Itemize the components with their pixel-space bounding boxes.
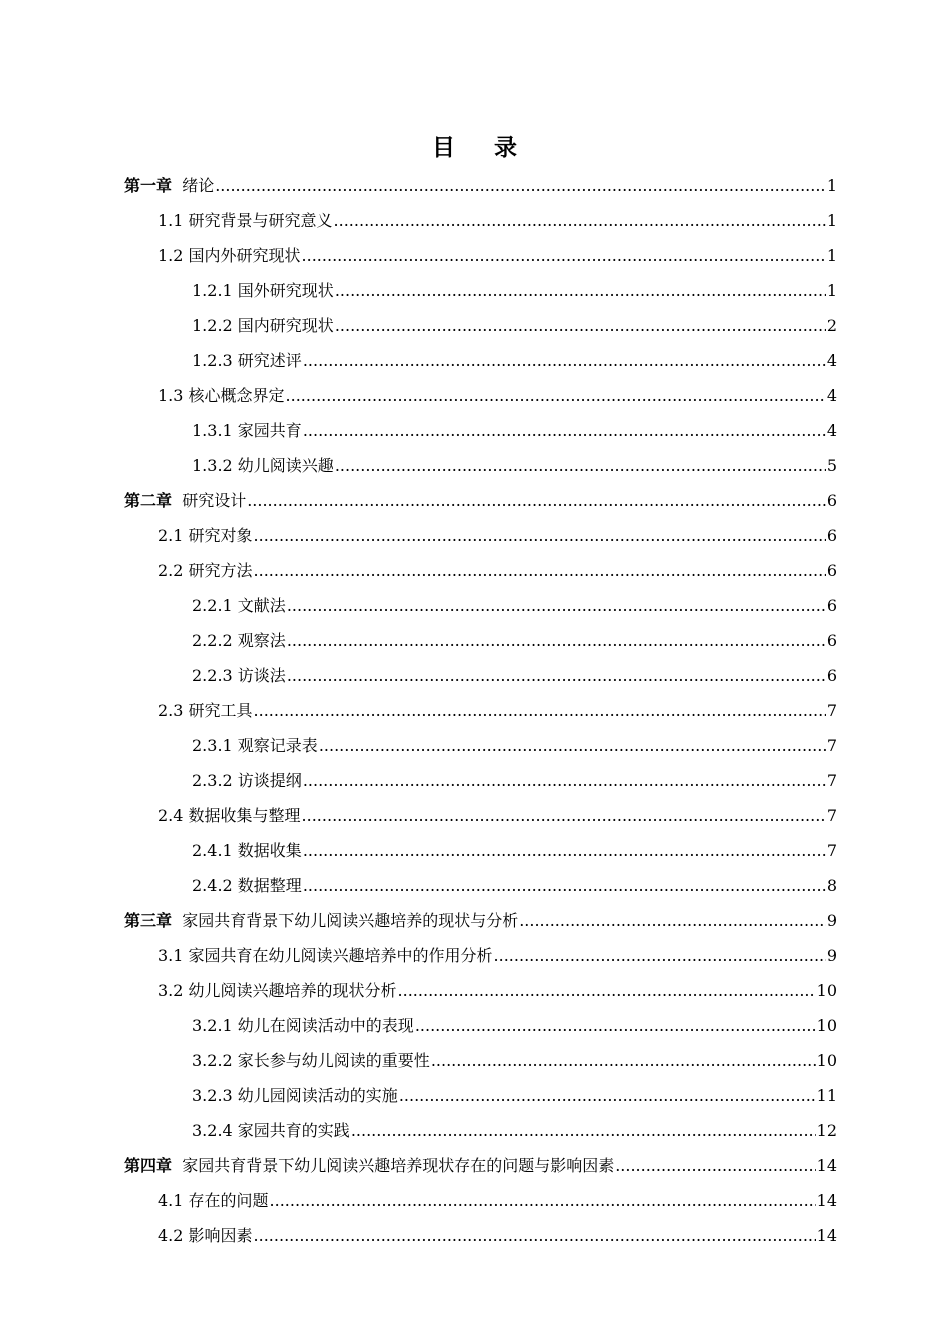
toc-page-number: 7 — [826, 841, 837, 860]
toc-page-number: 5 — [826, 456, 837, 475]
toc-dot-leader — [302, 798, 826, 833]
toc-dot-leader — [335, 308, 826, 343]
toc-entry-label — [192, 1008, 414, 1043]
toc-page-number: 10 — [816, 981, 837, 1000]
toc-entry-label — [158, 203, 333, 238]
toc-dot-leader — [399, 1078, 816, 1113]
toc-subsection-entry[interactable] — [124, 343, 837, 378]
toc-page-number: 7 — [826, 771, 837, 790]
toc-subsection-entry[interactable] — [124, 728, 837, 763]
toc-entry-text: 4.2 影响因素 — [158, 1226, 253, 1245]
toc-entry-label — [124, 483, 246, 518]
toc-dot-leader — [334, 203, 826, 238]
toc-dot-leader — [303, 868, 826, 903]
toc-entry-text: 1.3.1 家园共育 — [192, 421, 302, 440]
toc-dot-leader — [286, 378, 826, 413]
toc-page-number: 7 — [826, 701, 837, 720]
toc-dot-leader — [615, 1148, 815, 1183]
toc-entry-label — [192, 588, 286, 623]
toc-dot-leader — [303, 343, 826, 378]
toc-section-entry[interactable] — [124, 693, 837, 728]
toc-subsection-entry[interactable] — [124, 588, 837, 623]
toc-entry-label — [192, 728, 318, 763]
toc-subsection-entry[interactable] — [124, 763, 837, 798]
toc-chapter-number: 第一章 — [124, 176, 173, 195]
toc-entry-label — [158, 938, 493, 973]
toc-page-number: 12 — [816, 1121, 837, 1140]
toc-subsection-entry[interactable] — [124, 833, 837, 868]
toc-entry-label — [192, 623, 286, 658]
toc-entry-text: 4.1 存在的问题 — [158, 1191, 269, 1210]
toc-entry-text: 2.3.1 观察记录表 — [192, 736, 318, 755]
toc-entry-label — [158, 973, 397, 1008]
toc-dot-leader — [431, 1043, 816, 1078]
toc-entry-text: 家园共育背景下幼儿阅读兴趣培养的现状与分析 — [182, 911, 519, 930]
toc-section-entry[interactable] — [124, 238, 837, 273]
toc-entry-text: 2.3.2 访谈提纲 — [192, 771, 302, 790]
toc-entry-label — [158, 693, 253, 728]
toc-entry-text: 3.2.2 家长参与幼儿阅读的重要性 — [192, 1051, 430, 1070]
toc-page-number: 4 — [826, 421, 837, 440]
toc-entry-text: 2.2.3 访谈法 — [192, 666, 286, 685]
table-of-contents — [124, 168, 837, 1253]
toc-page-number: 11 — [816, 1086, 837, 1105]
toc-page-number: 10 — [816, 1051, 837, 1070]
toc-dot-leader — [287, 658, 826, 693]
toc-title-left: 目 — [432, 135, 456, 161]
toc-entry-text: 3.1 家园共育在幼儿阅读兴趣培养中的作用分析 — [158, 946, 493, 965]
toc-dot-leader — [287, 623, 826, 658]
toc-subsection-entry[interactable] — [124, 1008, 837, 1043]
toc-dot-leader — [319, 728, 826, 763]
toc-entry-text: 1.2.3 研究述评 — [192, 351, 302, 370]
toc-page-number: 4 — [826, 386, 837, 405]
toc-chapter-number: 第四章 — [124, 1156, 173, 1175]
toc-dot-leader — [254, 1218, 816, 1253]
toc-page-number: 6 — [826, 561, 837, 580]
toc-dot-leader — [335, 273, 826, 308]
toc-chapter-number: 第三章 — [124, 911, 173, 930]
toc-entry-label — [192, 658, 286, 693]
toc-section-entry[interactable] — [124, 1218, 837, 1253]
toc-section-entry[interactable] — [124, 378, 837, 413]
toc-dot-leader — [398, 973, 816, 1008]
toc-entry-text: 3.2.1 幼儿在阅读活动中的表现 — [192, 1016, 414, 1035]
toc-dot-leader — [287, 588, 826, 623]
toc-chapter-entry[interactable] — [124, 168, 837, 203]
toc-entry-label — [158, 1218, 253, 1253]
toc-chapter-entry[interactable] — [124, 903, 837, 938]
toc-dot-leader — [254, 693, 826, 728]
toc-section-entry[interactable] — [124, 1183, 837, 1218]
toc-entry-text: 1.3.2 幼儿阅读兴趣 — [192, 456, 334, 475]
toc-entry-text: 2.2.1 文献法 — [192, 596, 286, 615]
toc-page-number: 9 — [826, 911, 837, 930]
toc-page-number: 1 — [826, 246, 837, 265]
toc-entry-label — [158, 1183, 269, 1218]
toc-dot-leader — [270, 1183, 816, 1218]
toc-entry-label — [158, 518, 253, 553]
toc-entry-text: 3.2.4 家园共育的实践 — [192, 1121, 350, 1140]
toc-section-entry[interactable] — [124, 973, 837, 1008]
toc-entry-text: 2.2.2 观察法 — [192, 631, 286, 650]
toc-subsection-entry[interactable] — [124, 413, 837, 448]
toc-entry-label — [158, 378, 285, 413]
toc-section-entry[interactable] — [124, 203, 837, 238]
toc-subsection-entry[interactable] — [124, 1078, 837, 1113]
toc-entry-label — [192, 273, 334, 308]
toc-subsection-entry[interactable] — [124, 308, 837, 343]
toc-dot-leader — [335, 448, 826, 483]
toc-title-right: 录 — [494, 135, 518, 161]
toc-section-entry[interactable] — [124, 553, 837, 588]
toc-entry-label — [192, 448, 334, 483]
toc-entry-text: 3.2.3 幼儿园阅读活动的实施 — [192, 1086, 398, 1105]
toc-entry-label — [192, 833, 302, 868]
toc-chapter-number: 第二章 — [124, 491, 173, 510]
toc-dot-leader — [519, 903, 826, 938]
toc-dot-leader — [254, 553, 826, 588]
toc-page-number: 6 — [826, 526, 837, 545]
toc-entry-text: 1.1 研究背景与研究意义 — [158, 211, 333, 230]
toc-chapter-entry[interactable] — [124, 1148, 837, 1183]
toc-subsection-entry[interactable] — [124, 273, 837, 308]
toc-entry-label — [192, 413, 302, 448]
toc-entry-text: 家园共育背景下幼儿阅读兴趣培养现状存在的问题与影响因素 — [182, 1156, 615, 1175]
toc-subsection-entry[interactable] — [124, 868, 837, 903]
toc-entry-text: 2.3 研究工具 — [158, 701, 253, 720]
toc-entry-label — [124, 903, 518, 938]
toc-entry-text: 2.4.1 数据收集 — [192, 841, 302, 860]
toc-entry-text: 绪论 — [182, 176, 215, 195]
toc-entry-label — [192, 1078, 398, 1113]
toc-page-number: 1 — [826, 281, 837, 300]
toc-subsection-entry[interactable] — [124, 658, 837, 693]
toc-page-number: 6 — [826, 631, 837, 650]
toc-page-number: 2 — [826, 316, 837, 335]
toc-page-number: 14 — [816, 1226, 837, 1245]
toc-entry-text: 1.2 国内外研究现状 — [158, 246, 301, 265]
toc-page-number: 9 — [826, 946, 837, 965]
toc-dot-leader — [215, 168, 826, 203]
toc-page-number: 7 — [826, 736, 837, 755]
toc-page-number: 6 — [826, 666, 837, 685]
toc-entry-text: 2.1 研究对象 — [158, 526, 253, 545]
toc-section-entry[interactable] — [124, 938, 837, 973]
toc-entry-text: 2.2 研究方法 — [158, 561, 253, 580]
toc-subsection-entry[interactable] — [124, 1113, 837, 1148]
toc-entry-label — [158, 798, 301, 833]
toc-page-number: 1 — [826, 176, 837, 195]
toc-subsection-entry[interactable] — [124, 448, 837, 483]
toc-entry-label — [192, 763, 302, 798]
toc-page-number: 14 — [816, 1156, 837, 1175]
toc-dot-leader — [351, 1113, 816, 1148]
toc-page-number: 1 — [826, 211, 837, 230]
toc-entry-text: 2.4 数据收集与整理 — [158, 806, 301, 825]
toc-page-number: 6 — [826, 491, 837, 510]
toc-entry-label — [192, 1113, 350, 1148]
toc-dot-leader — [303, 763, 826, 798]
toc-page-number: 8 — [826, 876, 837, 895]
toc-entry-text: 2.4.2 数据整理 — [192, 876, 302, 895]
toc-dot-leader — [302, 238, 826, 273]
toc-title — [0, 130, 950, 166]
toc-subsection-entry[interactable] — [124, 623, 837, 658]
toc-entry-label — [124, 1148, 614, 1183]
toc-subsection-entry[interactable] — [124, 1043, 837, 1078]
toc-chapter-entry[interactable] — [124, 483, 837, 518]
toc-entry-label — [192, 868, 302, 903]
toc-dot-leader — [415, 1008, 816, 1043]
toc-page-number: 10 — [816, 1016, 837, 1035]
toc-entry-label — [158, 553, 253, 588]
toc-dot-leader — [254, 518, 826, 553]
toc-entry-label — [158, 238, 301, 273]
toc-entry-label — [192, 1043, 430, 1078]
toc-entry-text: 研究设计 — [182, 491, 247, 510]
toc-dot-leader — [247, 483, 826, 518]
toc-entry-text: 1.2.1 国外研究现状 — [192, 281, 334, 300]
toc-page-number: 14 — [816, 1191, 837, 1210]
toc-page-number: 4 — [826, 351, 837, 370]
toc-section-entry[interactable] — [124, 518, 837, 553]
toc-page-number: 6 — [826, 596, 837, 615]
toc-dot-leader — [303, 413, 826, 448]
toc-entry-label — [124, 168, 214, 203]
toc-entry-text: 3.2 幼儿阅读兴趣培养的现状分析 — [158, 981, 397, 1000]
toc-entry-label — [192, 308, 334, 343]
toc-dot-leader — [494, 938, 826, 973]
toc-section-entry[interactable] — [124, 798, 837, 833]
toc-entry-text: 1.3 核心概念界定 — [158, 386, 285, 405]
toc-entry-label — [192, 343, 302, 378]
toc-entry-text: 1.2.2 国内研究现状 — [192, 316, 334, 335]
toc-page-number: 7 — [826, 806, 837, 825]
toc-dot-leader — [303, 833, 826, 868]
